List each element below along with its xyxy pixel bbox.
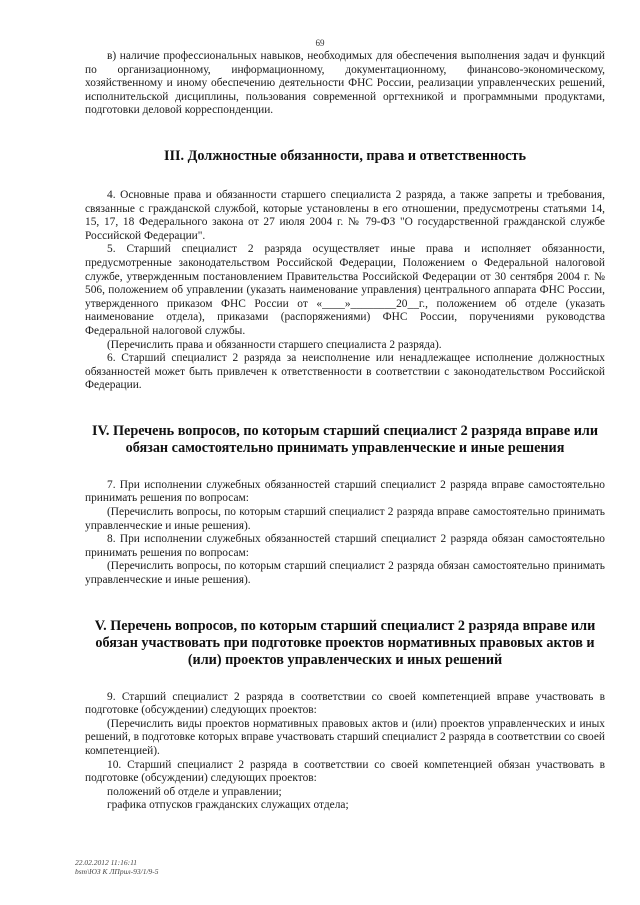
paragraph-9: 9. Старший специалист 2 разряда в соответствии со своей компетенцией вправе участвовать в подготовке (обсуждении) следующих проектов: xyxy=(85,690,605,717)
page-number: 69 xyxy=(315,38,325,48)
paragraph-7-note: (Перечислить вопросы, по которым старший специалист 2 разряда вправе самостоятельно принимать управленческие и иные решения). xyxy=(85,506,605,532)
section-5-title: V. Перечень вопросов, по которым старший специалист 2 разряда вправе или обязан участвовать при подготовке проектов нормативных правовых актов и (или) проектов управленческих и иных решений xyxy=(94,617,596,668)
paragraph-5-note: (Перечислить права и обязанности старшего специалиста 2 разряда). xyxy=(107,338,442,351)
list-item: графика отпусков гражданских служащих отдела; xyxy=(107,799,349,812)
footer-stamp xyxy=(75,858,159,876)
list-item: положений об отделе и управлении; xyxy=(107,785,282,798)
paragraph-6: 6. Старший специалист 2 разряда за неисполнение или ненадлежащее исполнение должностных обязанностей может быть привлечен к ответственности в соответствии с законодательством Российской Федерации. xyxy=(85,352,605,392)
document-body xyxy=(85,50,605,813)
paragraph-10: 10. Старший специалист 2 разряда в соответствии со своей компетенцией обязан участвовать в подготовке (обсуждении) следующих проектов: xyxy=(85,758,605,785)
section-3-title: III. Должностные обязанности, права и ответственность xyxy=(163,147,527,164)
paragraph-9-note: (Перечислить виды проектов нормативных правовых актов и (или) проектов управленческих и иных решений, в подготовке которых вправе участвовать старший специалист 2 разряда в соответствии со своей компетенцией). xyxy=(85,717,605,757)
footer-stamp-path: bsm\ЮЗ К ЛПрил-93/1/9-5 xyxy=(75,867,159,876)
paragraph-4: 4. Основные права и обязанности старшего специалиста 2 разряда, а также запреты и требования, связанные с гражданской службой, которые установлены в его отношении, предусмотрены статьями 14, 15, 17, 18 Федерального закона от 27 июля 2004 г. № 79-ФЗ "О государственной гражданской службе Российской Федерации". xyxy=(85,188,605,242)
paragraph-7: 7. При исполнении служебных обязанностей старший специалист 2 разряда вправе самостоятельно принимать решения по вопросам: xyxy=(85,478,605,505)
paragraph-5: 5. Старший специалист 2 разряда осуществляет иные права и исполняет обязанности, предусмотренные законодательством Российской Федерации, Положением о Федеральной налоговой службе, утвержденным постановлением Правительства Российской Федерации от 30 сентября 2004 г. № 506, положением об управлении (указать наименование управления) центрального аппарата ФНС России, утвержденного приказом ФНС России от «____»________20__г., положением об отделе (указать наименование отдела), приказами (распоряжениями) ФНС России, поручениями руководства Федеральной налоговой службы. xyxy=(85,243,605,337)
paragraph-8-note: (Перечислить вопросы, по которым старший специалист 2 разряда обязан самостоятельно принимать управленческие и иные решения). xyxy=(85,560,605,587)
intro-paragraph: в) наличие профессиональных навыков, необходимых для обеспечения выполнения задач и функций по организационному, информационному, документационному, финансово-экономическому, хозяйственному и иному обеспечению деятельности ФНС России, реализации управленческих решений, исполнительской дисциплины, пользования современной оргтехникой и программными продуктами, подготовки деловой корреспонденции. xyxy=(85,50,605,117)
paragraph-8: 8. При исполнении служебных обязанностей старший специалист 2 разряда обязан самостоятельно принимать решения по вопросам: xyxy=(85,533,605,559)
section-4-title: IV. Перечень вопросов, по которым старший специалист 2 разряда вправе или обязан самостоятельно принимать управленческие и иные решения xyxy=(91,422,599,456)
footer-stamp-date: 22.02.2012 11:16:11 xyxy=(75,858,138,867)
